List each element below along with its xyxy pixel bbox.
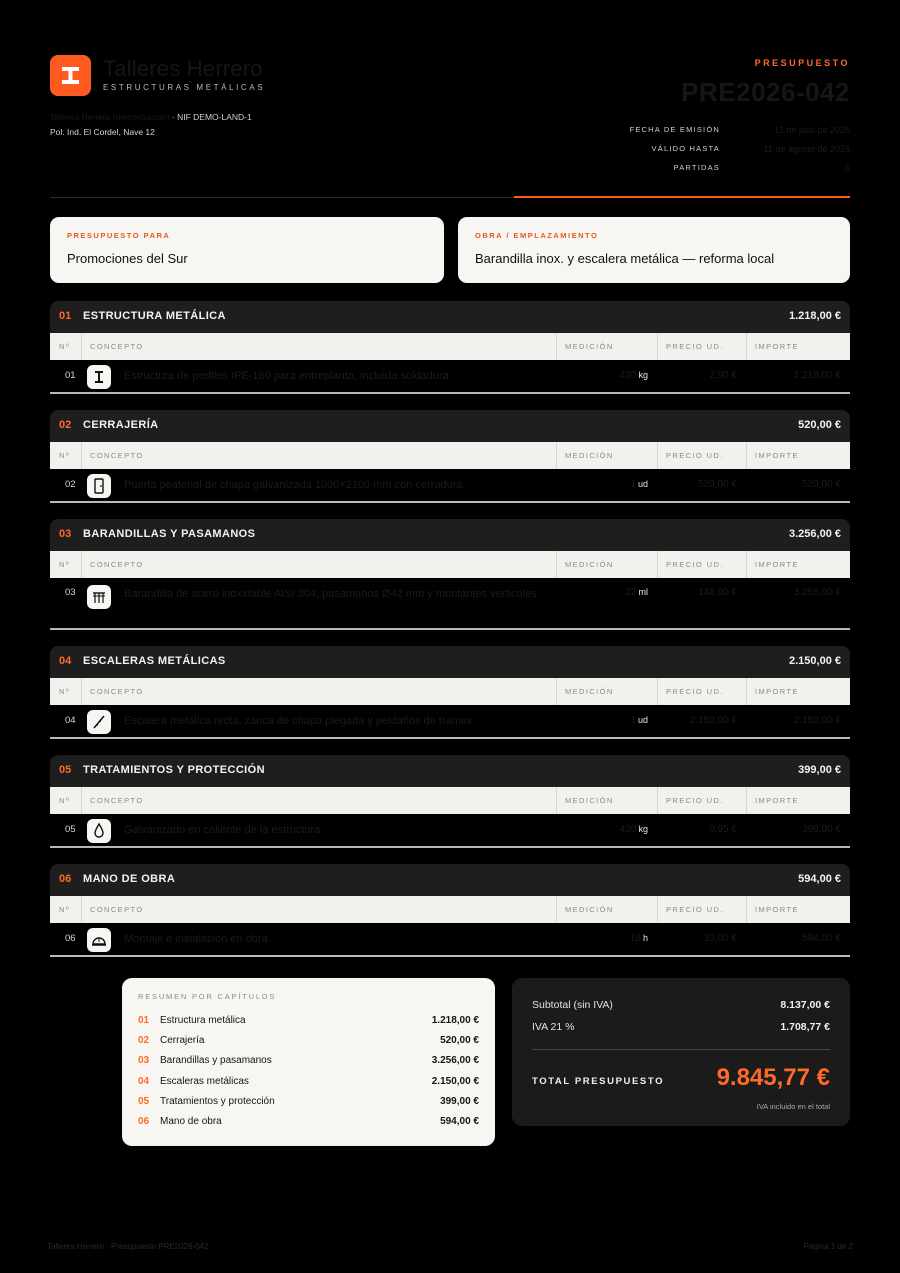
summary-num: 01: [138, 1015, 150, 1026]
table-row: [50, 469, 850, 501]
row-quantity-value: 1: [630, 479, 636, 490]
column-price: PRECIO UD.: [666, 342, 724, 351]
summary-num: 02: [138, 1035, 150, 1046]
chapter-number: 04: [59, 655, 72, 667]
summary-row: [138, 1096, 479, 1110]
column-num: Nº: [59, 342, 70, 351]
site-name: Barandilla inox. y escalera metálica — reforma local: [475, 251, 775, 266]
meta-items: [550, 163, 850, 177]
row-divider: [50, 737, 850, 739]
column-price: PRECIO UD.: [666, 796, 724, 805]
grand-total-note: IVA incluido en el total: [756, 1102, 830, 1111]
meta-value: 12 de julio de 2026: [773, 125, 850, 135]
door-icon: [87, 474, 111, 498]
column-separator: [746, 551, 747, 578]
column-price: PRECIO UD.: [666, 451, 724, 460]
summary-title: Tratamientos y protección: [160, 1096, 275, 1107]
page-number: Página 1 de 2: [803, 1242, 853, 1251]
summary-amount: 3.256,00 €: [431, 1055, 479, 1066]
row-amount: 1.218,00 €: [793, 370, 841, 381]
column-amount: IMPORTE: [755, 687, 799, 696]
column-separator: [556, 678, 557, 705]
summary-title: Mano de obra: [160, 1116, 222, 1127]
company-legal-name: Talleres Herrero (demostración): [50, 112, 170, 122]
iva-row: [532, 1021, 830, 1037]
subtotal-value: 8.137,00 €: [780, 999, 830, 1011]
company-logo: [50, 55, 91, 96]
column-header: [50, 896, 850, 923]
row-amount: 520,00 €: [802, 479, 841, 490]
header-accent-line: [514, 196, 850, 198]
meta-value: 11 de agosto de 2026: [763, 144, 850, 154]
summary-row: [138, 1055, 479, 1069]
summary-num: 06: [138, 1116, 150, 1127]
column-separator: [657, 787, 658, 814]
chapter-title: BARANDILLAS Y PASAMANOS: [83, 528, 256, 540]
column-concept: CONCEPTO: [90, 342, 144, 351]
railing-icon: [87, 585, 111, 609]
row-quantity: [620, 824, 648, 835]
column-concept: CONCEPTO: [90, 451, 144, 460]
meta-issue-date: [550, 125, 850, 139]
column-concept: CONCEPTO: [90, 560, 144, 569]
column-amount: IMPORTE: [755, 342, 799, 351]
row-quantity-value: 420: [619, 370, 637, 381]
summary-label: RESUMEN POR CAPÍTULOS: [138, 992, 277, 1001]
table-row: [50, 923, 850, 955]
chapter-header: [50, 410, 850, 442]
chapter-header: [50, 301, 850, 333]
iva-value: 1.708,77 €: [780, 1021, 830, 1033]
chapter-total: 3.256,00 €: [789, 528, 841, 540]
column-separator: [657, 442, 658, 469]
chapter-header: [50, 519, 850, 551]
chapter-number: 02: [59, 419, 72, 431]
chapter-header: [50, 864, 850, 896]
summary-row: [138, 1116, 479, 1130]
summary-row: [138, 1035, 479, 1049]
chapter-title: CERRAJERÍA: [83, 419, 159, 431]
column-separator: [81, 678, 82, 705]
column-qty: MEDICIÓN: [565, 451, 614, 460]
row-description: Escalera metálica recta, zanca de chapa plegada y peldaños de tramex: [124, 715, 473, 727]
column-separator: [81, 442, 82, 469]
row-index: 06: [65, 933, 76, 944]
row-unit: ud: [637, 715, 648, 725]
chapter-number: 06: [59, 873, 72, 885]
helmet-icon: [87, 928, 111, 952]
column-qty: MEDICIÓN: [565, 687, 614, 696]
column-qty: MEDICIÓN: [565, 796, 614, 805]
chapter-total: 399,00 €: [798, 764, 841, 776]
column-concept: CONCEPTO: [90, 687, 144, 696]
document-header: [50, 55, 850, 198]
column-separator: [556, 896, 557, 923]
company-tagline: ESTRUCTURAS METÁLICAS: [103, 83, 266, 92]
chapter-title: ESTRUCTURA METÁLICA: [83, 310, 226, 322]
table-row: [50, 578, 850, 628]
row-unit-price: 2.150,00 €: [689, 715, 737, 726]
row-quantity: [620, 370, 648, 381]
row-divider: [50, 501, 850, 503]
chapter-section: [50, 410, 850, 503]
document-number: PRE2026-042: [681, 77, 850, 107]
chapter-section: [50, 646, 850, 739]
row-index: 05: [65, 824, 76, 835]
meta-valid-until: [550, 144, 850, 158]
row-unit: ud: [637, 479, 648, 489]
column-separator: [556, 787, 557, 814]
row-quantity: [630, 933, 648, 944]
row-index: 03: [65, 587, 76, 598]
column-separator: [657, 333, 658, 360]
row-divider: [50, 846, 850, 848]
column-header: [50, 551, 850, 578]
summary-amount: 594,00 €: [440, 1116, 479, 1127]
site-label: OBRA / EMPLAZAMIENTO: [475, 231, 599, 240]
grand-total-label: TOTAL PRESUPUESTO: [532, 1076, 665, 1087]
row-quantity-value: 18: [629, 933, 641, 944]
column-concept: CONCEPTO: [90, 905, 144, 914]
column-amount: IMPORTE: [755, 560, 799, 569]
row-index: 02: [65, 479, 76, 490]
chapter-title: ESCALERAS METÁLICAS: [83, 655, 226, 667]
column-separator: [746, 896, 747, 923]
row-quantity: [625, 587, 648, 598]
chapter-section: [50, 301, 850, 394]
column-price: PRECIO UD.: [666, 905, 724, 914]
chapter-title: MANO DE OBRA: [83, 873, 176, 885]
company-address: Pol. Ind. El Cordel, Nave 12: [50, 127, 155, 137]
column-separator: [746, 787, 747, 814]
chapter-number: 03: [59, 528, 72, 540]
chapter-total: 1.218,00 €: [789, 310, 841, 322]
chapter-number: 01: [59, 310, 72, 322]
row-amount: 399,00 €: [802, 824, 841, 835]
chapter-section: [50, 519, 850, 630]
chapter-total: 594,00 €: [798, 873, 841, 885]
column-concept: CONCEPTO: [90, 796, 144, 805]
subtotal-row: [532, 999, 830, 1015]
chapter-summary: [122, 978, 495, 1146]
chapter-total: 520,00 €: [798, 419, 841, 431]
column-qty: MEDICIÓN: [565, 905, 614, 914]
row-unit-price: 520,00 €: [698, 479, 737, 490]
column-price: PRECIO UD.: [666, 560, 724, 569]
row-unit-price: 148,00 €: [698, 587, 737, 598]
table-row: [50, 705, 850, 737]
chapter-title: TRATAMIENTOS Y PROTECCIÓN: [83, 764, 265, 776]
client-card: [50, 217, 444, 283]
summary-num: 03: [138, 1055, 150, 1066]
chapter-section: [50, 755, 850, 848]
table-row: [50, 814, 850, 846]
column-price: PRECIO UD.: [666, 687, 724, 696]
column-amount: IMPORTE: [755, 451, 799, 460]
column-num: Nº: [59, 687, 70, 696]
summary-row: [138, 1076, 479, 1090]
column-num: Nº: [59, 560, 70, 569]
row-quantity-value: 22: [625, 587, 637, 598]
summary-num: 05: [138, 1096, 150, 1107]
summary-title: Barandillas y pasamanos: [160, 1055, 272, 1066]
column-separator: [746, 333, 747, 360]
document-kind: PRESUPUESTO: [754, 58, 850, 68]
summary-num: 04: [138, 1076, 150, 1087]
column-separator: [657, 551, 658, 578]
company-nif: NIF DEMO-LAND-1: [177, 112, 252, 122]
row-unit: h: [642, 933, 648, 943]
summary-title: Escaleras metálicas: [160, 1076, 249, 1087]
site-card: [458, 217, 850, 283]
column-separator: [746, 678, 747, 705]
row-description: Montaje e instalación en obra: [124, 933, 268, 945]
chapter-number: 05: [59, 764, 72, 776]
summary-amount: 2.150,00 €: [431, 1076, 479, 1087]
column-num: Nº: [59, 796, 70, 805]
column-separator: [556, 551, 557, 578]
column-amount: IMPORTE: [755, 905, 799, 914]
stairs-icon: [87, 710, 111, 734]
column-separator: [657, 896, 658, 923]
row-index: 01: [65, 370, 76, 381]
row-quantity: [630, 479, 648, 490]
column-separator: [81, 787, 82, 814]
client-name: Promociones del Sur: [67, 251, 188, 266]
row-amount: 3.256,00 €: [793, 587, 841, 598]
row-divider: [50, 955, 850, 957]
summary-title: Estructura metálica: [160, 1015, 246, 1026]
company-legal: Talleres Herrero (demostración) · NIF DEMO-LAND-1: [50, 112, 252, 122]
company-name: Talleres Herrero: [103, 56, 263, 81]
footer-left: Talleres Herrero · Presupuesto PRE2026-042: [47, 1242, 209, 1251]
chapter-section: [50, 864, 850, 957]
row-divider: [50, 628, 850, 630]
row-index: 04: [65, 715, 76, 726]
column-header: [50, 442, 850, 469]
row-unit-price: 2,90 €: [709, 370, 737, 381]
column-separator: [746, 442, 747, 469]
summary-title: Cerrajería: [160, 1035, 205, 1046]
row-amount: 594,00 €: [802, 933, 841, 944]
column-qty: MEDICIÓN: [565, 342, 614, 351]
row-description: Puerta peatonal de chapa galvanizada 1000×2100 mm con cerradura: [124, 479, 463, 491]
column-separator: [81, 333, 82, 360]
totals-divider: [532, 1049, 830, 1050]
summary-row: [138, 1015, 479, 1029]
meta-label: FECHA DE EMISIÓN: [629, 125, 720, 134]
row-quantity: [630, 715, 648, 726]
summary-amount: 1.218,00 €: [431, 1015, 479, 1026]
beam-icon: [87, 365, 111, 389]
row-unit-price: 0,95 €: [709, 824, 737, 835]
i-beam-icon: [50, 55, 91, 96]
row-description: Estructura de perfiles IPE-160 para entreplanta, incluida soldadura: [124, 370, 449, 382]
meta-label: VÁLIDO HASTA: [651, 144, 720, 153]
column-separator: [556, 333, 557, 360]
row-unit: ml: [638, 587, 648, 597]
meta-value: 6: [844, 163, 850, 173]
grand-total-value: 9.845,77 €: [716, 1064, 830, 1091]
column-header: [50, 333, 850, 360]
table-row: [50, 360, 850, 392]
chapter-total: 2.150,00 €: [789, 655, 841, 667]
iva-label: IVA 21 %: [532, 1021, 575, 1033]
row-description: Barandilla de acero inoxidable AISI 304, pasamanos Ø42 mm y montantes verticales: [124, 588, 537, 600]
meta-label: PARTIDAS: [673, 163, 720, 172]
chapter-header: [50, 755, 850, 787]
row-unit: kg: [638, 370, 648, 380]
column-separator: [81, 551, 82, 578]
column-qty: MEDICIÓN: [565, 560, 614, 569]
row-quantity-value: 420: [619, 824, 637, 835]
column-num: Nº: [59, 451, 70, 460]
column-header: [50, 678, 850, 705]
chapter-header: [50, 646, 850, 678]
drop-icon: [87, 819, 111, 843]
column-separator: [81, 896, 82, 923]
row-unit: kg: [638, 824, 648, 834]
row-divider: [50, 392, 850, 394]
row-quantity-value: 1: [630, 715, 636, 726]
row-amount: 2.150,00 €: [793, 715, 841, 726]
column-separator: [556, 442, 557, 469]
row-unit-price: 33,00 €: [703, 933, 737, 944]
totals-panel: [512, 978, 850, 1126]
column-header: [50, 787, 850, 814]
summary-amount: 399,00 €: [440, 1096, 479, 1107]
subtotal-label: Subtotal (sin IVA): [532, 999, 613, 1011]
column-num: Nº: [59, 905, 70, 914]
row-description: Galvanizado en caliente de la estructura: [124, 824, 321, 836]
client-label: PRESUPUESTO PARA: [67, 231, 171, 240]
column-separator: [657, 678, 658, 705]
column-amount: IMPORTE: [755, 796, 799, 805]
summary-amount: 520,00 €: [440, 1035, 479, 1046]
